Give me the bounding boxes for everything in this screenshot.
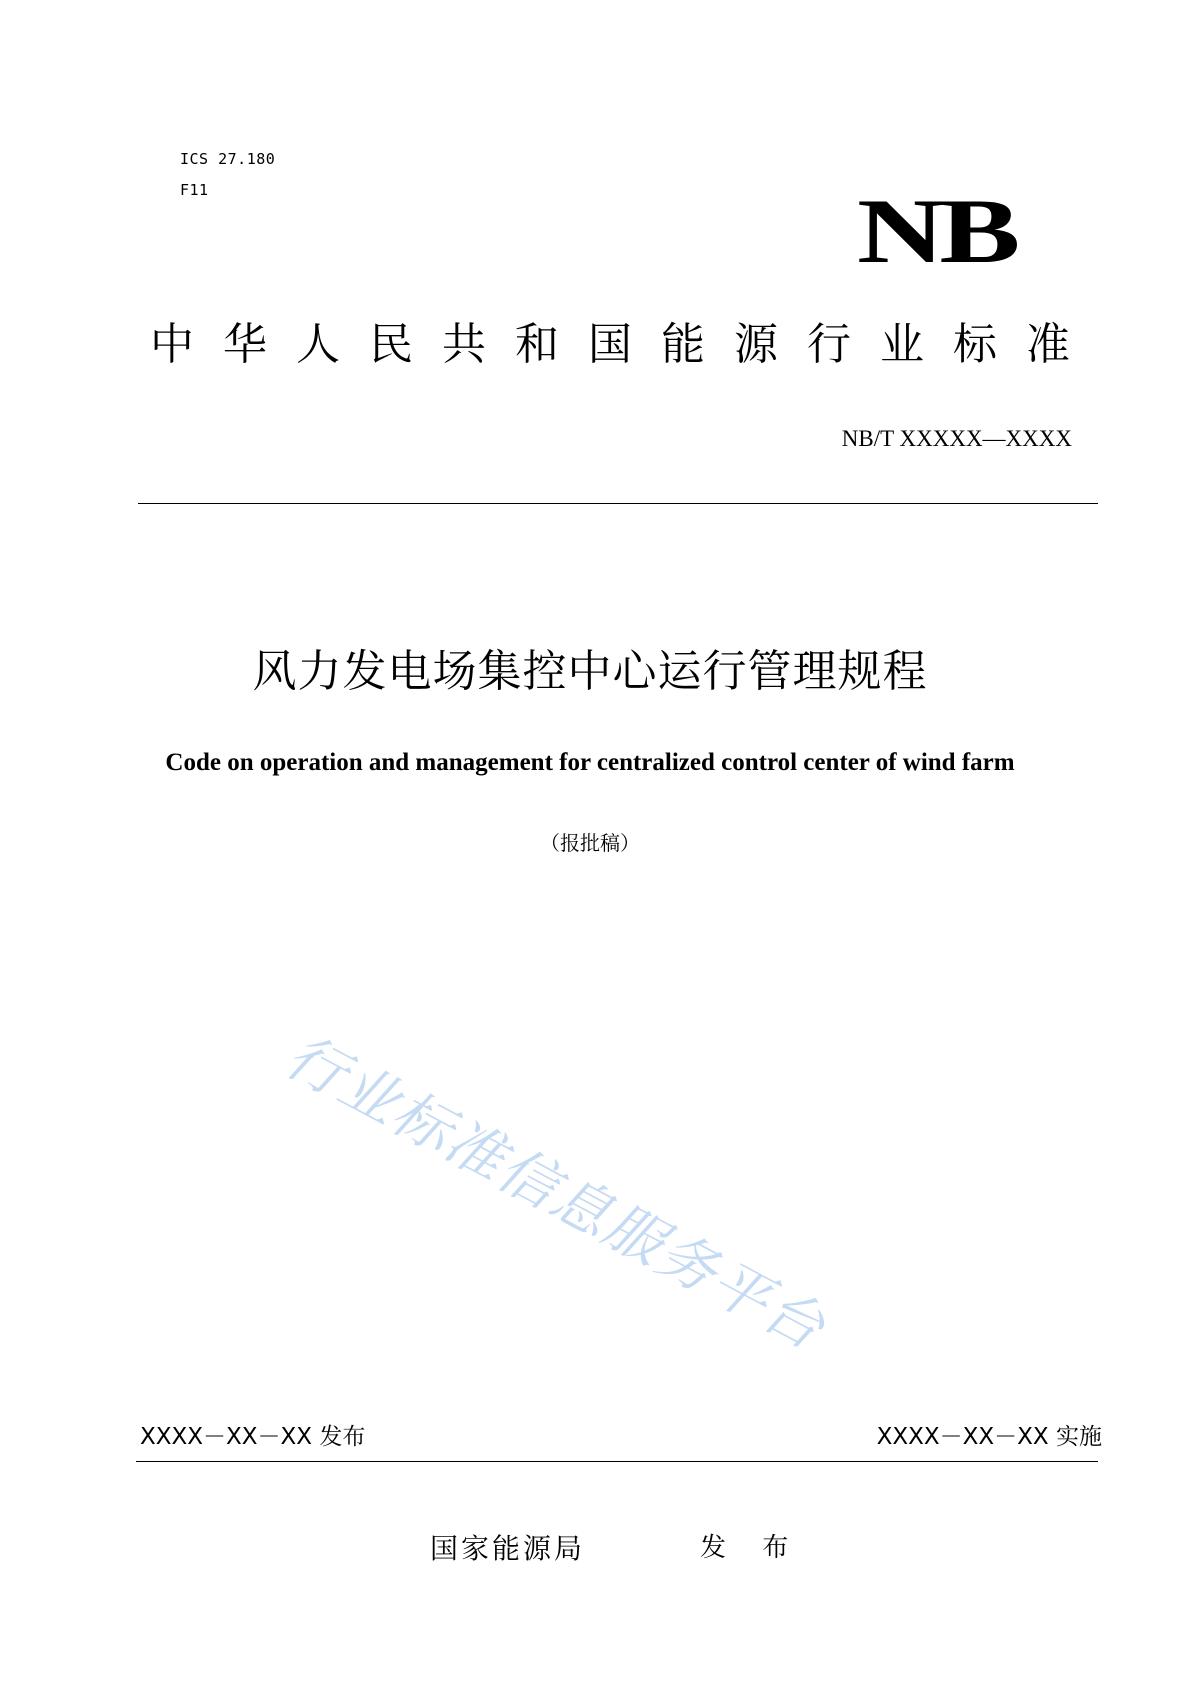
issuing-authority: 国家能源局 <box>430 1532 586 1565</box>
standard-number: NB/T XXXXX—XXXX <box>841 426 1072 451</box>
standard-logo: NB <box>857 180 1016 282</box>
implementation-date: XXXX－XX－XX 实施 <box>876 1424 1102 1450</box>
ics-code: ICS 27.180 <box>180 150 276 168</box>
top-divider <box>138 503 1098 504</box>
watermark: 行业标准信息服务平台 <box>274 1021 837 1364</box>
document-title-chinese: 风力发电场集控中心运行管理规程 <box>252 646 928 697</box>
issue-label: 发 布 <box>700 1533 803 1563</box>
organization-title: 中华人民共和国能源行业标准 <box>150 319 1099 370</box>
ccs-code: F11 <box>180 181 209 199</box>
bottom-divider <box>136 1461 1098 1462</box>
draft-status: （报批稿） <box>540 831 640 855</box>
document-title-english: Code on operation and management for centralized control center of wind farm <box>165 749 1015 776</box>
issue-date: XXXX－XX－XX 发布 <box>140 1424 366 1450</box>
